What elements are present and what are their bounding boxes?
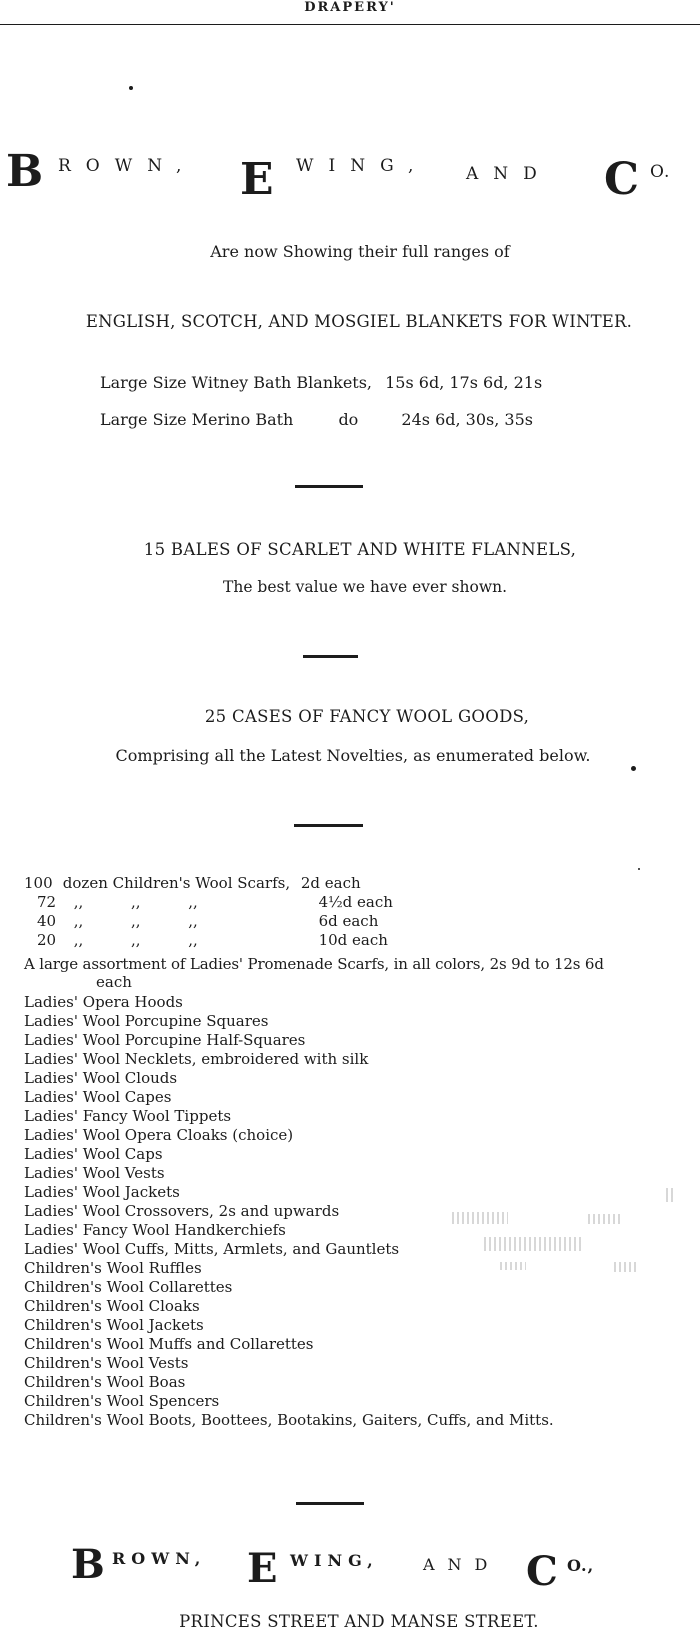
scarf-qty: 72 <box>36 893 57 911</box>
firm-initial-c: C <box>604 154 640 205</box>
list-item: Ladies' Wool Necklets, embroidered with silk <box>24 1050 369 1068</box>
list-item: Children's Wool Boots, Boottees, Bootakins, Gaiters, Cuffs, and Mitts. <box>24 1411 554 1429</box>
blanket-prices: 15s 6d, 17s 6d, 21s <box>385 373 543 392</box>
list-item: Children's Wool Jackets <box>24 1316 204 1334</box>
list-item: Ladies' Wool Crossovers, 2s and upwards <box>24 1202 340 1220</box>
list-item: Children's Wool Ruffles <box>24 1259 202 1277</box>
ink-speck <box>631 766 636 771</box>
scarf-desc: dozen Children's Wool Scarfs, <box>62 874 291 892</box>
list-item: Ladies' Wool Porcupine Squares <box>24 1012 269 1030</box>
firm-word-o: O. <box>650 162 671 182</box>
blanket-item: Large Size Witney Bath Blankets, <box>100 373 373 392</box>
print-smudge <box>484 1237 582 1251</box>
section-divider <box>303 655 358 658</box>
list-item: Children's Wool Collarettes <box>24 1278 233 1296</box>
list-item: Children's Wool Spencers <box>24 1392 220 1410</box>
scarf-desc: ,, ,, ,, <box>73 893 198 911</box>
list-item: Children's Wool Muffs and Collarettes <box>24 1335 314 1353</box>
print-smudge <box>500 1262 526 1270</box>
section-divider <box>294 824 363 827</box>
firm-initial-b: B <box>6 146 44 197</box>
list-item: Ladies' Wool Cuffs, Mitts, Armlets, and Gauntlets <box>24 1240 400 1258</box>
scarf-desc: ,, ,, ,, <box>73 912 198 930</box>
scarf-row <box>24 931 393 950</box>
blanket-prices: 24s 6d, 30s, 35s <box>401 410 533 429</box>
scarf-desc: ,, ,, ,, <box>73 931 198 949</box>
intro-line: Are now Showing their full ranges of <box>210 242 510 261</box>
list-item: Ladies' Opera Hoods <box>24 993 183 1011</box>
list-item: Ladies' Fancy Wool Handkerchiefs <box>24 1221 286 1239</box>
firm-initial-e: E <box>240 154 274 205</box>
scarf-table <box>24 874 393 950</box>
blanket-line-witney <box>100 373 542 392</box>
list-item: Ladies' Wool Caps <box>24 1145 163 1163</box>
scarf-row <box>24 912 393 931</box>
print-smudge <box>588 1214 620 1224</box>
blankets-heading: ENGLISH, SCOTCH, AND MOSGIEL BLANKETS FOR WINTER. <box>85 312 633 331</box>
fancy-heading: 25 CASES OF FANCY WOOL GOODS, <box>204 707 530 726</box>
list-item: Ladies' Fancy Wool Tippets <box>24 1107 232 1125</box>
promenade-line: A large assortment of Ladies' Promenade Scarfs, in all colors, 2s 9d to 12s 6d <box>24 955 604 973</box>
firm-word-and: AND <box>423 1555 501 1574</box>
firm-initial-c: C <box>526 1548 558 1595</box>
list-item: Ladies' Wool Capes <box>24 1088 172 1106</box>
blanket-line-merino <box>100 410 533 429</box>
firm-word-rown: ROWN, <box>58 156 197 176</box>
ink-speck <box>129 86 133 90</box>
firm-word-wing: WING, <box>296 156 429 176</box>
firm-word-o: O., <box>567 1556 595 1575</box>
firm-initial-e: E <box>247 1545 278 1592</box>
scarf-qty: 20 <box>36 931 57 949</box>
scarf-qty: 100 <box>24 874 53 892</box>
section-header: DRAPERY' <box>304 0 396 15</box>
firm-word-and: AND <box>466 164 552 184</box>
address-line: PRINCES STREET AND MANSE STREET. <box>179 1612 539 1631</box>
firm-initial-b: B <box>71 1541 105 1588</box>
print-smudge <box>452 1212 508 1224</box>
list-item: Children's Wool Cloaks <box>24 1297 200 1315</box>
list-item: Ladies' Wool Opera Cloaks (choice) <box>24 1126 294 1144</box>
flannels-subline: The best value we have ever shown. <box>223 578 507 596</box>
flannels-heading: 15 BALES OF SCARLET AND WHITE FLANNELS, <box>143 540 577 559</box>
scarf-price: 6d each <box>318 912 379 930</box>
firm-word-wing: WING, <box>290 1551 379 1570</box>
header-rule <box>0 24 700 25</box>
print-smudge <box>614 1262 638 1272</box>
list-item: Ladies' Wool Porcupine Half-Squares <box>24 1031 306 1049</box>
fancy-subline: Comprising all the Latest Novelties, as enumerated below. <box>115 746 591 765</box>
print-smudge <box>666 1188 674 1202</box>
section-divider <box>296 1502 364 1505</box>
list-item: Ladies' Wool Clouds <box>24 1069 178 1087</box>
firm-word-rown: ROWN, <box>112 1549 207 1568</box>
scarf-qty: 40 <box>36 912 57 930</box>
list-item: Ladies' Wool Jackets <box>24 1183 180 1201</box>
section-divider <box>295 485 363 488</box>
promenade-line-cont: each <box>96 973 132 991</box>
scarf-price: 4½d each <box>318 893 393 911</box>
ink-speck <box>638 868 640 870</box>
scarf-price: 10d each <box>318 931 388 949</box>
blanket-item: Large Size Merino Bath <box>100 410 294 429</box>
scarf-row <box>24 893 393 912</box>
list-item: Children's Wool Boas <box>24 1373 186 1391</box>
blanket-ditto: do <box>338 410 359 429</box>
scarf-row <box>24 874 393 893</box>
scarf-price: 2d each <box>300 874 361 892</box>
list-item: Children's Wool Vests <box>24 1354 189 1372</box>
list-item: Ladies' Wool Vests <box>24 1164 165 1182</box>
